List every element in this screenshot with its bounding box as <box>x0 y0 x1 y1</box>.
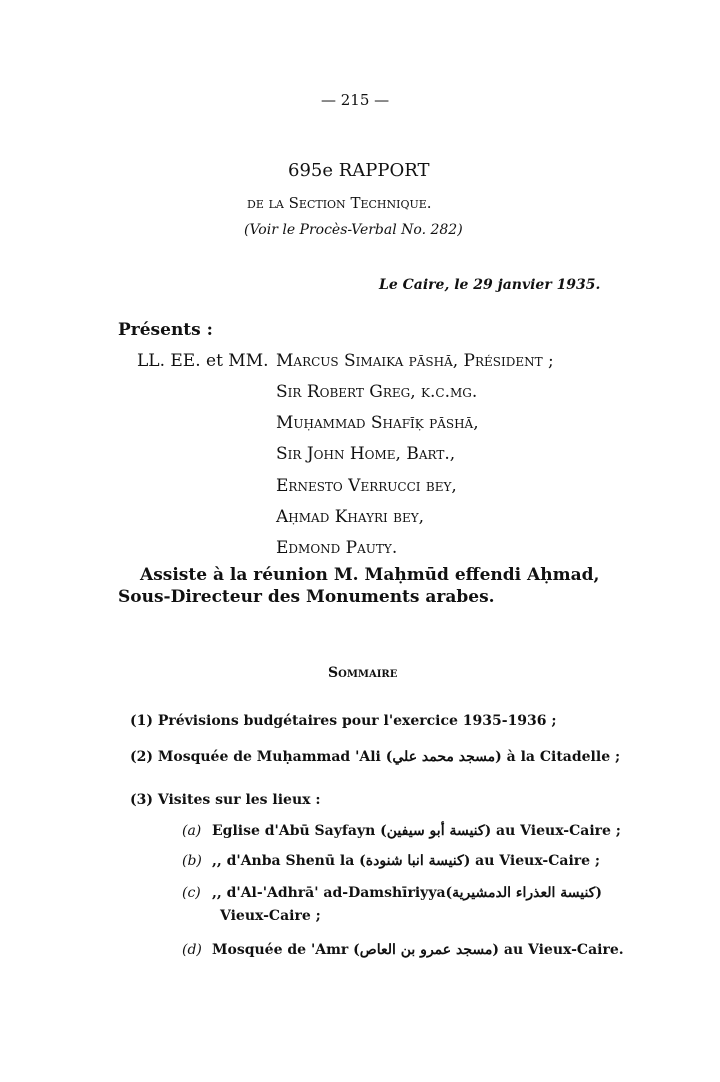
place-date: Le Caire, le 29 janvier 1935. <box>379 277 601 293</box>
member-3: Sir John Home, Bart., <box>276 444 456 464</box>
assiste-line-1: Assiste à la réunion M. Maḥmūd effendi Aḥmad, <box>140 565 600 585</box>
sommaire-item-1: (1) Prévisions budgétaires pour l'exercice 1935-1936 ; <box>130 713 557 729</box>
report-reference: (Voir le Procès-Verbal No. 282) <box>244 222 463 238</box>
assiste-line-2: Sous-Directeur des Monuments arabes. <box>118 587 495 607</box>
member-president: Marcus Simaika pāshā, Président ; <box>276 351 554 371</box>
sub-item-b-label: (b) <box>182 853 202 869</box>
report-title: 695e RAPPORT <box>288 160 430 181</box>
sub-item-a-text: Eglise d'Abū Sayfayn (كنيسة أبو سيفين) au Vieux-Caire ; <box>212 823 621 839</box>
sub-item-c-label: (c) <box>182 885 201 901</box>
member-4: Ernesto Verrucci bey, <box>276 476 457 496</box>
sub-item-b-text: ,, d'Anba Shenū la (كنيسة انبا شنودة) au Vieux-Caire ; <box>212 853 601 869</box>
sub-item-d-label: (d) <box>182 942 202 958</box>
sub-item-c-continuation: Vieux-Caire ; <box>220 908 321 924</box>
member-2: Muḥammad Shafīḳ pāshā, <box>276 413 479 433</box>
page-number: — 215 — <box>321 91 390 109</box>
sommaire-title: Sommaire <box>328 665 398 681</box>
report-subtitle: de la Section Technique. <box>247 194 432 212</box>
sub-item-a-label: (a) <box>182 823 202 839</box>
member-5: Aḥmad Khayri bey, <box>276 507 425 527</box>
member-1: Sir Robert Greg, k.c.mg. <box>276 382 478 402</box>
sub-item-d-text: Mosquée de 'Amr (مسجد عمرو بن العاص) au Vieux-Caire. <box>212 942 624 958</box>
members-prefix: LL. EE. et MM. <box>137 351 269 371</box>
sub-item-c-text: ,, d'Al-'Adhrā' ad-Damshīriyya(كنيسة العذراء الدمشيرية) <box>212 885 602 901</box>
sommaire-item-2: (2) Mosquée de Muḥammad 'Ali (مسجد محمد علي) à la Citadelle ; <box>130 749 621 765</box>
presents-label: Présents : <box>118 320 213 340</box>
member-6: Edmond Pauty. <box>276 538 398 558</box>
sommaire-item-3: (3) Visites sur les lieux : <box>130 792 321 808</box>
